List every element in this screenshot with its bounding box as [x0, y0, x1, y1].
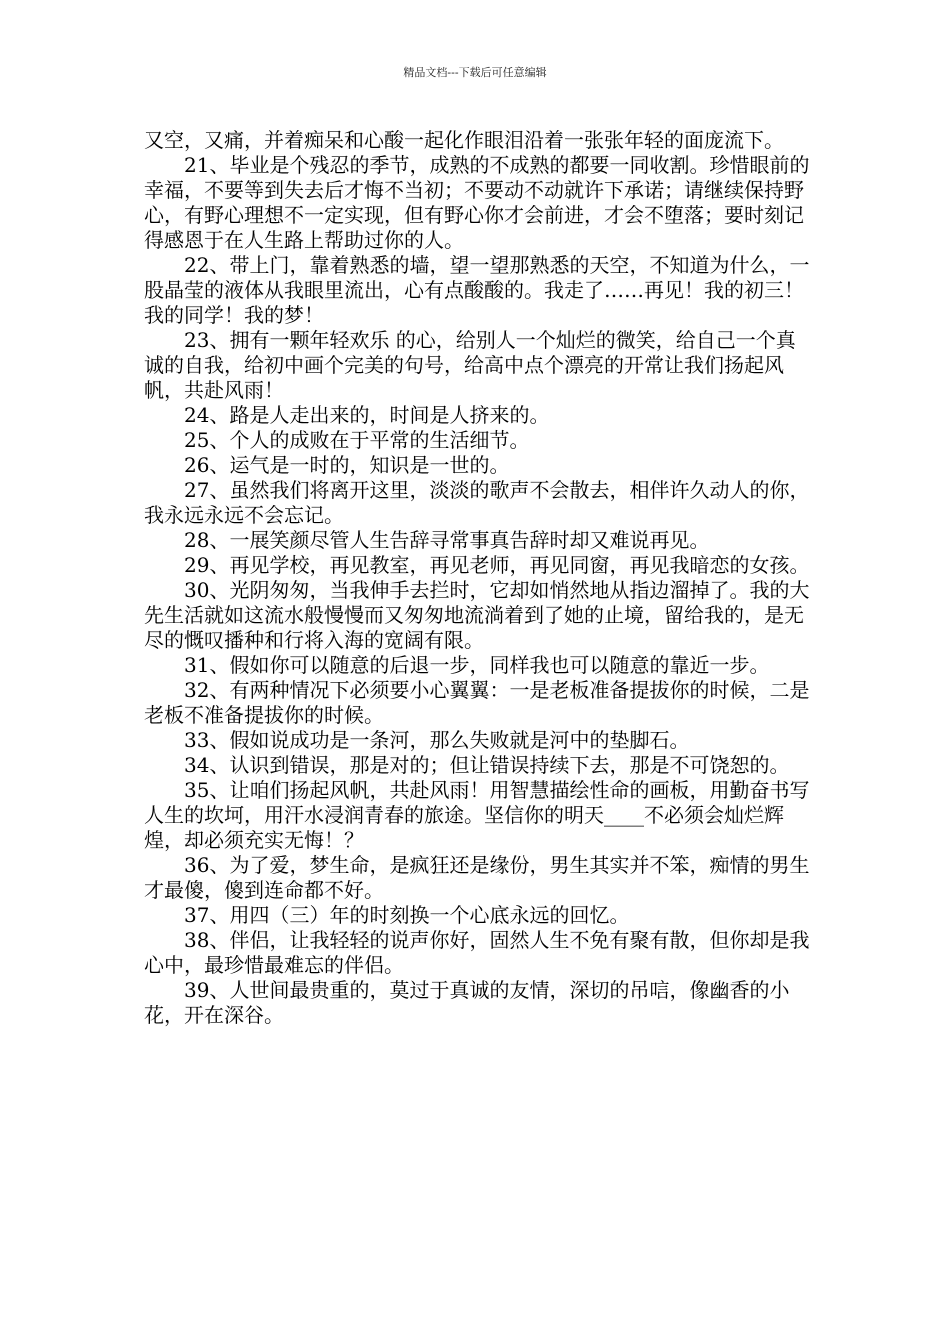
paragraph: 31、假如你可以随意的后退一步，同样我也可以随意的靠近一步。 [184, 653, 770, 677]
paragraph: 33、假如说成功是一条河，那么失败就是河中的垫脚石。 [184, 728, 690, 752]
paragraph: 29、再见学校，再见教室，再见老师，再见同窗，再见我暗恋的女孩。 [184, 553, 810, 577]
document-body [144, 128, 814, 1028]
paragraph: 37、用四（三）年的时刻换一个心底永远的回忆。 [184, 903, 630, 927]
paragraph: 30、光阴匆匆，当我伸手去拦时，它却如悄然地从指边溜掉了。我的大先生活就如这流水般慢慢而又匆匆地流淌着到了她的止境，留给我的，是无尽的慨叹播种和行将入海的宽阔有限。 [144, 578, 810, 652]
paragraph: 22、带上门，靠着熟悉的墙，望一望那熟悉的天空，不知道为什么，一股晶莹的液体从我眼里流出，心有点酸酸的。我走了……再见！我的初三！我的同学！我的梦！ [144, 253, 810, 327]
paragraph: 32、有两种情况下必须要小心翼翼：一是老板准备提拔你的时候，二是老板不准备提拔你的时候。 [144, 678, 810, 727]
paragraph: 27、虽然我们将离开这里，淡淡的歌声不会散去，相伴许久动人的你，我永远永远不会忘记。 [144, 478, 810, 527]
paragraph: 25、个人的成败在于平常的生活细节。 [184, 428, 530, 452]
paragraph: 又空，又痛，并着痴呆和心酸一起化作眼泪沿着一张张年轻的面庞流下。 [144, 128, 784, 152]
paragraph: 35、让咱们扬起风帆，共赴风雨！用智慧描绘性命的画板，用勤奋书写人生的坎坷，用汗水浸润青春的旅途。坚信你的明天____不必须会灿烂辉煌，却必须充实无悔！？ [144, 778, 810, 852]
paragraph: 24、路是人走出来的，时间是人挤来的。 [184, 403, 550, 427]
paragraph: 23、拥有一颗年轻欢乐 的心，给别人一个灿烂的微笑，给自己一个真诚的自我，给初中画个完美的句号，给高中点个漂亮的开常让我们扬起风帆，共赴风雨！ [144, 328, 796, 402]
paragraph: 36、为了爱，梦生命，是疯狂还是缘份，男生其实并不笨，痴情的男生才最傻，傻到连命都不好。 [144, 853, 810, 902]
paragraph: 39、人世间最贵重的，莫过于真诚的友情，深切的吊唁，像幽香的小花，开在深谷。 [144, 978, 790, 1027]
paragraph: 26、运气是一时的，知识是一世的。 [184, 453, 510, 477]
paragraph: 34、认识到错误，那是对的；但让错误持续下去，那是不可饶恕的。 [184, 753, 790, 777]
page-header: 精品文档---下载后可任意编辑 [403, 66, 547, 79]
paragraph: 38、伴侣，让我轻轻的说声你好，固然人生不免有聚有散，但你却是我心中，最珍惜最难忘的伴侣。 [144, 928, 810, 977]
paragraph: 21、毕业是个残忍的季节，成熟的不成熟的都要一同收割。珍惜眼前的幸福，不要等到失去后才悔不当初；不要动不动就许下承诺；请继续保持野心，有野心理想不一定实现，但有野心你才会前进，才会不堕落；要时刻记得感恩于在人生路上帮助过你的人。 [144, 153, 810, 252]
paragraph: 28、一展笑颜尽管人生告辞寻常事真告辞时却又难说再见。 [184, 528, 710, 552]
